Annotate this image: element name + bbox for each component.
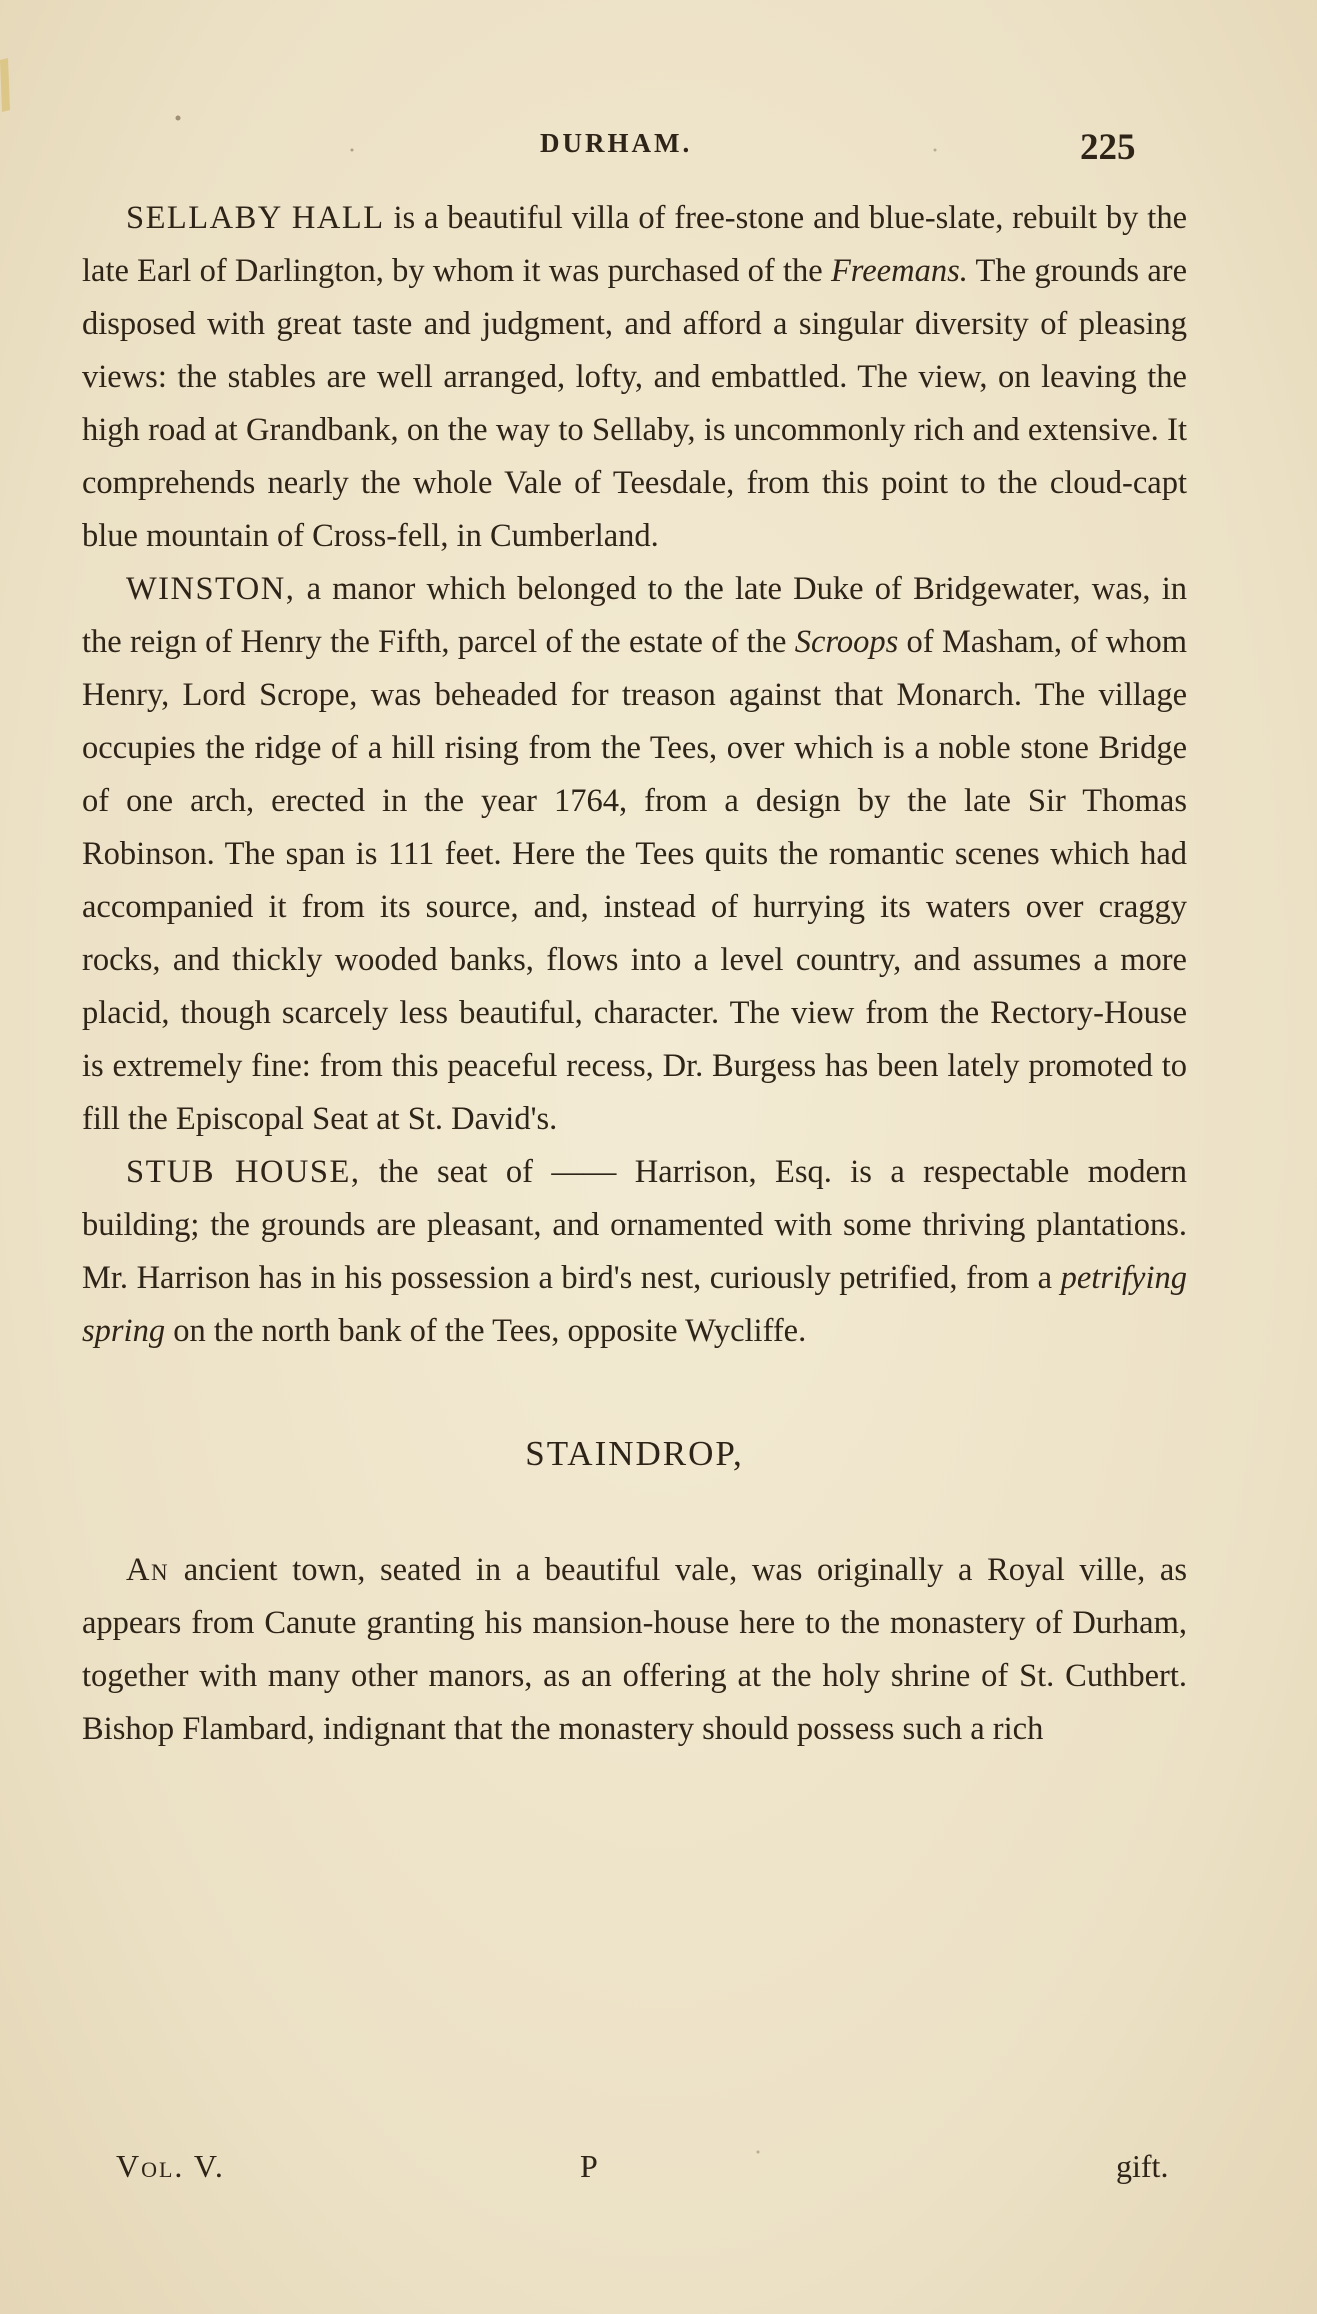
paragraph-text: ancient town, seated in a beautiful vale, was originally a Royal ville, as appears from Canute granting his mansion-house here to the monastery of Durham, together with many other manors, as an offering at the holy shrine of St. Cuthbert. Bishop Flambard, indignant that the monastery should possess such a rich xyxy=(82,1552,1187,1747)
paragraph-text: is a beautiful villa of free-stone and blue-slate, rebuilt by the late Earl of Darlington, by whom it was purchased of the xyxy=(82,200,1187,289)
paragraph-text: of Masham, of whom Henry, Lord Scrope, was beheaded for treason against that Monarch. The village occupies the ridge of a hill rising from the Tees, over which is a noble stone Bridge of one arch, erected in the year 1764, from a design by the late Sir Thomas Robinson. The span is 111 feet. Here the Tees quits the romantic scenes which had accompanied it from its source, and, instead of hurrying its waters over craggy rocks, and thickly wooded banks, flows into a level country, and assumes a more placid, though scarcely less beautiful, character. The view from the Rectory-House is extremely fine: from this peaceful recess, Dr. Burgess has been lately promoted to fill the Episcopal Seat at St. David's. xyxy=(82,624,1187,1137)
signature-mark: P xyxy=(580,2148,598,2184)
paragraph-text: on the north bank of the Tees, opposite Wycliffe. xyxy=(165,1313,807,1349)
italic-text: Scroops xyxy=(794,624,899,660)
section-heading-staindrop: STAINDROP, xyxy=(525,1434,744,1473)
page-footer xyxy=(0,2148,1317,2198)
paragraph-lead: STUB HOUSE, xyxy=(126,1154,361,1190)
running-head: DURHAM. xyxy=(540,128,693,158)
volume-signature: Vol. V. xyxy=(116,2148,225,2184)
catchword: gift. xyxy=(1116,2148,1169,2184)
paragraph-text: The grounds are disposed with great taste and judgment, and afford a singular diversity of pleasing views: the stables are well arranged, lofty, and embattled. The view, on leaving the high road at Grandbank, on the way to Sellaby, is uncommonly rich and extensive. It comprehends nearly the whole Vale of Teesdale, from this point to the cloud-capt blue mountain of Cross-fell, in Cumberland. xyxy=(82,253,1188,554)
page-number: 225 xyxy=(1080,127,1136,168)
paragraph-winston xyxy=(82,563,1187,1146)
page-header xyxy=(0,118,1317,168)
paragraph-lead: WINSTON, xyxy=(126,571,296,607)
italic-text: Freemans. xyxy=(830,253,968,289)
italic-text: petrifying spring xyxy=(82,1260,1187,1349)
paragraph-staindrop xyxy=(82,1544,1187,1756)
paragraph-lead: An xyxy=(126,1552,170,1588)
corner-mark-decoration xyxy=(0,58,10,112)
paragraph-text: the seat of —— Harrison, Esq. is a respectable modern building; the grounds are pleasant, and ornamented with some thriving plantations. Mr. Harrison has in his possession a bird's nest, curiously petrified, from a xyxy=(82,1154,1188,1296)
paragraph-sellaby-hall xyxy=(82,192,1187,563)
paragraph-stub-house xyxy=(82,1146,1187,1358)
body-text xyxy=(82,192,1187,1756)
paragraph-text: a manor which belonged to the late Duke of Bridgewater, was, in the reign of Henry the Fifth, parcel of the estate of the xyxy=(82,571,1187,660)
paragraph-lead: SELLABY HALL xyxy=(126,200,385,236)
